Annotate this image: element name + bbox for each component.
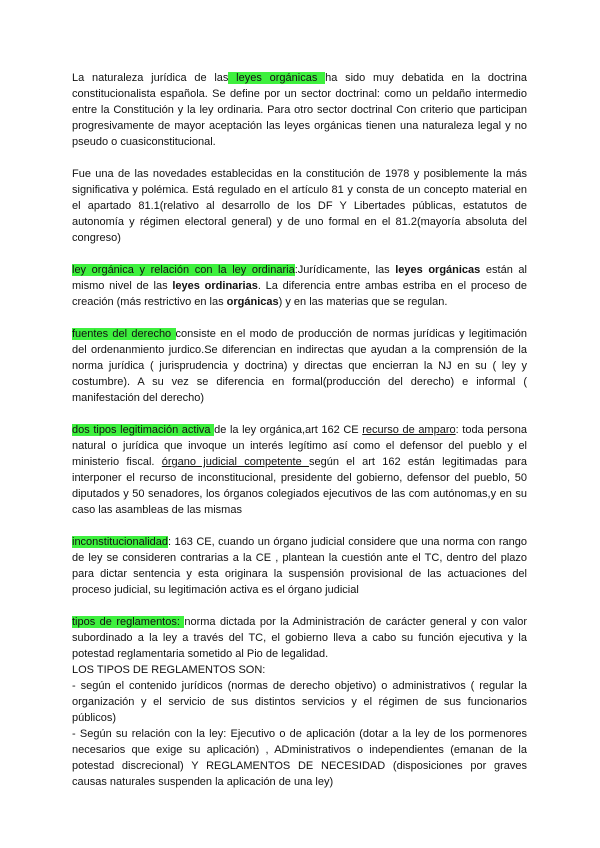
highlight-ley-organica-relacion: ley orgánica y relación con la ley ordinaria	[72, 264, 295, 276]
highlight-fuentes-derecho: fuentes del derecho	[72, 328, 176, 340]
highlight-legitimacion-activa: dos tipos legitimación activa	[72, 424, 215, 436]
text-span: . La diferencia entre ambas estriba en el proceso de creación (más restrictivo en las	[72, 280, 527, 308]
bold-term: leyes orgánicas	[395, 264, 481, 276]
underlined-term: recurso de amparo	[362, 424, 456, 436]
bold-term: orgánicas	[226, 296, 279, 308]
paragraph-naturaleza	[72, 70, 527, 150]
text-span: de la ley orgánica,art 162 CE	[214, 424, 363, 436]
text-span: consiste en el modo de producción de normas jurídicas y legitimación del ordenanmiento jurdico.Se diferencian en indirectas que ayudan a la comprensión de la norma jurídica ( jurisprudencia y doctrina) y directas que encierran la NJ en su ( ley y costumbre). A su vez se diferencia en formal(producción del derecho) e informal ( manifestación del derecho)	[72, 328, 528, 404]
paragraph-novedades: Fue una de las novedades establecidas en la constitución de 1978 y posiblemente la más significativa y polémica. Está regulado en el artículo 81 y consta de un concepto material en el apartado 81.1(relativo al desarrollo de los DF Y Libertades públicas, estatutos de autonomía y régimen electoral general) y de uno formal en el 81.2(mayoría absoluta del congreso)	[72, 168, 527, 244]
text-span: : toda persona natural o jurídica que invoque un interés legítimo así como el defensor del pueblo y el ministerio fiscal.	[72, 424, 528, 468]
paragraph-segun-relacion: - Según su relación con la ley: Ejecutivo o de aplicación (dotar a la ley de los pormenores necesarios que exige su aplicación) , ADministrativos o independientes (emanan de la potestad discrecional) Y REGLAMENTOS DE NECESIDAD (disposiciones por graves causas naturales suspenden la aplicación de una ley)	[72, 728, 527, 788]
highlight-tipos-reglamentos: tipos de reglamentos:	[72, 616, 185, 628]
highlight-leyes-organicas: leyes orgánicas	[228, 72, 326, 84]
paragraph-gap	[72, 246, 527, 262]
document-body	[72, 70, 527, 790]
paragraph-fuentes-derecho	[72, 326, 527, 406]
underlined-term: órgano judicial competente	[161, 456, 309, 468]
paragraph-tipos-heading: LOS TIPOS DE REGLAMENTOS SON:	[72, 664, 266, 676]
paragraph-segun-contenido: - según el contenido jurídicos (normas de derecho objetivo) o administrativos ( regular la organización y el servicio de sus distintos servicios y el régimen de sus funcionarios públicos)	[72, 680, 527, 724]
paragraph-gap	[72, 406, 527, 422]
paragraph-tipos-reglamentos	[72, 614, 527, 662]
bold-term: leyes ordinarias	[172, 280, 258, 292]
highlight-inconstitucionalidad: inconstitucionalidad	[72, 536, 169, 548]
paragraph-gap	[72, 150, 527, 166]
paragraph-gap	[72, 310, 527, 326]
paragraph-inconstitucionalidad	[72, 534, 527, 598]
text-span: : 163 CE, cuando un órgano judicial considere que una norma con rango de ley se consideren contrarias a la CE , plantean la cuestión ante el TC, dentro del plazo para dictar sentencia y esta originara la suspensión provisional de las actuaciones del proceso judicial, su legitimación activa es el órgano judicial	[72, 536, 527, 596]
paragraph-ley-organica-relacion	[72, 262, 527, 310]
paragraph-legitimacion-activa	[72, 422, 527, 518]
text-span: norma dictada por la Administración de carácter general y con valor subordinado a la ley a través del TC, el gobierno lleva a cabo su función ejecutiva y la potestad reglamentaria sometido al Pio de legalidad.	[72, 616, 527, 660]
text-span: La naturaleza jurídica de las	[72, 72, 229, 84]
text-span: ) y en las materias que se regulan.	[278, 296, 448, 308]
text-span: están al mismo nivel de las	[72, 264, 527, 292]
text-span: ha sido muy debatida en la doctrina constitucionalista española. Se define por un sector doctrinal: como un peldaño intermedio entre la Constitución y la ley ordinaria. Para otro sector doctrinal Con criterio que participan progresivamente de mayor aceptación las leyes orgánicas tienen una naturaleza legal y no pseudo o cuasiconstitucional.	[72, 72, 528, 148]
text-span: según el art 162 están legitimadas para interponer el recurso de inconstitucional, presidente del gobierno, defensor del pueblo, 50 diputados y 50 senadores, los órganos colegiados ejecutivos de las com autónomas,y en su caso las asambleas de las mismas	[72, 456, 528, 516]
paragraph-gap	[72, 598, 527, 614]
text-span: :Jurídicamente, las	[294, 264, 396, 276]
paragraph-gap	[72, 518, 527, 534]
